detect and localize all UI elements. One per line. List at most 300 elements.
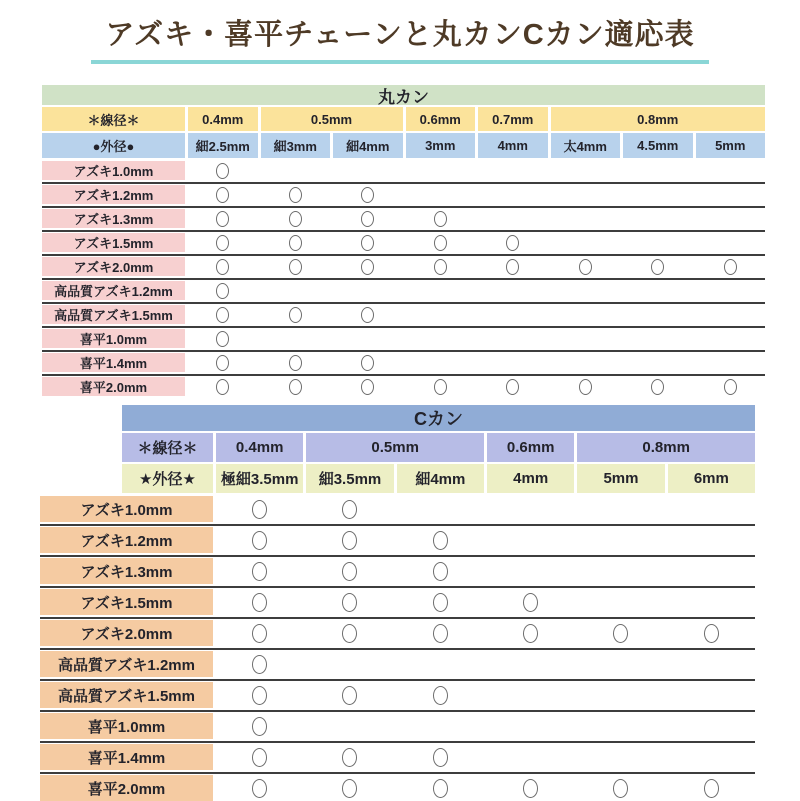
wire-diameter-value: 0.4mm (216, 433, 303, 462)
compat-cell (623, 377, 693, 396)
row-label: アズキ1.2mm (42, 185, 185, 204)
compat-circle-icon (216, 211, 229, 227)
outer-diameter-value: 5mm (577, 464, 664, 493)
compat-circle-icon (342, 779, 357, 798)
compat-cell (397, 496, 484, 522)
row-separator (40, 555, 755, 557)
compat-circle-icon (433, 748, 448, 767)
compat-cell (478, 233, 548, 252)
compat-circle-icon (289, 211, 302, 227)
compat-cell (406, 233, 476, 252)
compat-cell (623, 161, 693, 180)
compat-circle-icon (252, 624, 267, 643)
compat-circle-icon (613, 624, 628, 643)
row-label: アズキ1.3mm (42, 209, 185, 228)
compat-cell (306, 589, 393, 615)
compat-cell (478, 353, 548, 372)
compat-cell (478, 281, 548, 300)
compat-circle-icon (361, 235, 374, 251)
compat-cell (216, 589, 303, 615)
row-label: アズキ1.0mm (40, 496, 213, 522)
compat-cell (577, 558, 664, 584)
table-row (42, 353, 765, 372)
compat-cell (397, 775, 484, 801)
compat-cell (406, 185, 476, 204)
compat-cell (306, 558, 393, 584)
compat-cell (188, 209, 258, 228)
table-row (42, 161, 765, 180)
wire-diameter-value: 0.6mm (487, 433, 574, 462)
table-row (42, 329, 765, 348)
wire-diameter-value: 0.7mm (478, 107, 548, 131)
compat-circle-icon (434, 211, 447, 227)
compat-circle-icon (342, 531, 357, 550)
row-label: アズキ1.5mm (42, 233, 185, 252)
compat-cell (623, 353, 693, 372)
compat-cell (333, 281, 403, 300)
marukan-header (42, 85, 765, 158)
compat-cell (216, 775, 303, 801)
compat-cell (261, 305, 331, 324)
compat-cell (397, 682, 484, 708)
outer-diameter-value: 5mm (696, 133, 766, 158)
compat-circle-icon (289, 187, 302, 203)
compat-circle-icon (342, 500, 357, 519)
compat-circle-icon (361, 307, 374, 323)
row-separator (42, 182, 765, 184)
compat-circle-icon (252, 531, 267, 550)
outer-diameter-value: 細3.5mm (306, 464, 393, 493)
compat-cell (487, 775, 574, 801)
compat-cell (261, 233, 331, 252)
page-title: アズキ・喜平チェーンと丸カンCカン適応表 (91, 14, 708, 64)
row-label: 喜平1.4mm (42, 353, 185, 372)
compat-cell (397, 744, 484, 770)
compat-cell (333, 377, 403, 396)
compat-cell (406, 329, 476, 348)
table-row (42, 233, 765, 252)
compat-cell (577, 713, 664, 739)
compat-circle-icon (289, 379, 302, 395)
compat-cell (623, 257, 693, 276)
compat-cell (216, 744, 303, 770)
compat-circle-icon (704, 779, 719, 798)
row-label: 喜平2.0mm (42, 377, 185, 396)
wire-diameter-row (122, 433, 755, 462)
compat-cell (623, 233, 693, 252)
compat-cell (261, 353, 331, 372)
compat-cell (188, 161, 258, 180)
compat-cell (333, 185, 403, 204)
compat-cell (577, 527, 664, 553)
compat-cell (551, 329, 621, 348)
compat-cell (261, 329, 331, 348)
wire-diameter-row (42, 107, 765, 131)
compat-cell (551, 305, 621, 324)
compat-cell (188, 377, 258, 396)
outer-diameter-value: 細2.5mm (188, 133, 258, 158)
compat-cell (696, 329, 766, 348)
compat-cell (487, 620, 574, 646)
outer-diameter-value: 3mm (406, 133, 476, 158)
row-separator (42, 206, 765, 208)
compat-cell (551, 353, 621, 372)
compat-cell (216, 496, 303, 522)
row-separator (40, 524, 755, 526)
compat-circle-icon (289, 259, 302, 275)
compat-circle-icon (342, 748, 357, 767)
compat-circle-icon (216, 355, 229, 371)
compat-cell (306, 651, 393, 677)
compat-cell (623, 209, 693, 228)
row-separator (40, 586, 755, 588)
compat-cell (551, 233, 621, 252)
table-row (40, 558, 755, 584)
compat-cell (216, 620, 303, 646)
compat-cell (306, 620, 393, 646)
compat-circle-icon (361, 379, 374, 395)
outer-diameter-label: ●外径● (42, 133, 185, 158)
outer-diameter-value: 細4mm (397, 464, 484, 493)
outer-diameter-value: 細3mm (261, 133, 331, 158)
compat-cell (478, 209, 548, 228)
table-rows (42, 161, 765, 396)
compat-circle-icon (361, 187, 374, 203)
compat-cell (668, 744, 755, 770)
compat-cell (406, 353, 476, 372)
compat-circle-icon (434, 379, 447, 395)
compat-circle-icon (252, 655, 267, 674)
compat-cell (406, 281, 476, 300)
compat-cell (478, 377, 548, 396)
table-row (40, 775, 755, 801)
compat-cell (668, 527, 755, 553)
row-separator (40, 741, 755, 743)
compat-circle-icon (342, 686, 357, 705)
compat-circle-icon (216, 187, 229, 203)
compat-cell (333, 353, 403, 372)
outer-diameter-value: 極細3.5mm (216, 464, 303, 493)
compat-circle-icon (434, 259, 447, 275)
compat-cell (696, 185, 766, 204)
compat-cell (487, 496, 574, 522)
compat-cell (261, 185, 331, 204)
compat-cell (397, 651, 484, 677)
wire-diameter-value: 0.5mm (261, 107, 403, 131)
compat-cell (668, 496, 755, 522)
compat-cell (577, 744, 664, 770)
compat-cell (216, 713, 303, 739)
compat-cell (551, 377, 621, 396)
outer-diameter-value: 6mm (668, 464, 755, 493)
wire-diameter-value: 0.8mm (551, 107, 766, 131)
compat-cell (306, 527, 393, 553)
compat-cell (188, 233, 258, 252)
compat-circle-icon (216, 163, 229, 179)
row-label: 喜平2.0mm (40, 775, 213, 801)
row-label: アズキ1.3mm (40, 558, 213, 584)
table-row (40, 527, 755, 553)
compat-cell (261, 161, 331, 180)
table-row (42, 305, 765, 324)
compat-cell (623, 305, 693, 324)
compat-cell (406, 209, 476, 228)
compat-circle-icon (433, 562, 448, 581)
table-title-bar: Cカン (122, 405, 755, 431)
outer-diameter-value: 太4mm (551, 133, 621, 158)
compat-cell (696, 281, 766, 300)
compat-circle-icon (216, 379, 229, 395)
row-label: 高品質アズキ1.5mm (42, 305, 185, 324)
compat-cell (333, 161, 403, 180)
row-label: 高品質アズキ1.2mm (42, 281, 185, 300)
compat-circle-icon (506, 379, 519, 395)
table-row (42, 209, 765, 228)
compat-cell (397, 527, 484, 553)
outer-diameter-value: 4.5mm (623, 133, 693, 158)
compat-cell (577, 682, 664, 708)
compat-cell (188, 257, 258, 276)
compat-cell (668, 775, 755, 801)
table-row (40, 682, 755, 708)
row-separator (42, 302, 765, 304)
row-separator (40, 772, 755, 774)
compat-cell (551, 185, 621, 204)
compat-circle-icon (252, 500, 267, 519)
compat-circle-icon (252, 779, 267, 798)
compat-cell (487, 589, 574, 615)
table-row (42, 257, 765, 276)
compat-circle-icon (523, 624, 538, 643)
wire-diameter-value: 0.5mm (306, 433, 484, 462)
table-row (42, 281, 765, 300)
compat-cell (216, 527, 303, 553)
table-row (40, 589, 755, 615)
compat-circle-icon (506, 235, 519, 251)
compat-circle-icon (216, 283, 229, 299)
compat-circle-icon (361, 355, 374, 371)
compat-cell (551, 281, 621, 300)
compat-cell (623, 281, 693, 300)
wire-diameter-label: ＊線径＊ (122, 433, 213, 462)
wire-diameter-label: ＊線径＊ (42, 107, 185, 131)
compat-circle-icon (252, 562, 267, 581)
compat-cell (478, 185, 548, 204)
compat-circle-icon (506, 259, 519, 275)
compat-circle-icon (523, 779, 538, 798)
compat-cell (696, 233, 766, 252)
compat-circle-icon (216, 235, 229, 251)
compat-cell (668, 713, 755, 739)
row-label: 高品質アズキ1.2mm (40, 651, 213, 677)
compat-cell (306, 775, 393, 801)
compat-circle-icon (342, 624, 357, 643)
compat-cell (551, 257, 621, 276)
table-row (40, 496, 755, 522)
table-row (42, 377, 765, 396)
outer-diameter-value: 細4mm (333, 133, 403, 158)
compat-cell (397, 558, 484, 584)
compat-cell (696, 353, 766, 372)
compat-cell (696, 161, 766, 180)
row-separator (40, 617, 755, 619)
compat-cell (406, 377, 476, 396)
compat-cell (188, 329, 258, 348)
compat-cell (668, 589, 755, 615)
row-label: 喜平1.0mm (40, 713, 213, 739)
compat-cell (551, 209, 621, 228)
compat-circle-icon (433, 624, 448, 643)
compat-cell (478, 161, 548, 180)
row-label: 高品質アズキ1.5mm (40, 682, 213, 708)
outer-diameter-value: 4mm (487, 464, 574, 493)
compat-cell (577, 620, 664, 646)
outer-diameter-value: 4mm (478, 133, 548, 158)
wire-diameter-value: 0.8mm (577, 433, 755, 462)
compat-cell (306, 713, 393, 739)
row-label: アズキ2.0mm (42, 257, 185, 276)
compat-circle-icon (216, 259, 229, 275)
compat-cell (333, 209, 403, 228)
compat-cell (577, 589, 664, 615)
compat-cell (668, 620, 755, 646)
compat-cell (333, 329, 403, 348)
table-row (42, 185, 765, 204)
table-row (40, 620, 755, 646)
row-separator (42, 254, 765, 256)
compat-circle-icon (434, 235, 447, 251)
compat-cell (487, 713, 574, 739)
compat-circle-icon (289, 355, 302, 371)
compat-circle-icon (289, 235, 302, 251)
marukan-table (42, 85, 765, 396)
compat-circle-icon (433, 531, 448, 550)
compat-circle-icon (704, 624, 719, 643)
compat-cell (216, 558, 303, 584)
compat-cell (668, 558, 755, 584)
compat-circle-icon (651, 379, 664, 395)
compat-circle-icon (342, 593, 357, 612)
compat-cell (623, 185, 693, 204)
table-title-bar: 丸カン (42, 85, 765, 105)
compat-cell (487, 744, 574, 770)
row-separator (40, 648, 755, 650)
page-title-wrap (0, 14, 800, 64)
compat-circle-icon (252, 686, 267, 705)
compat-cell (478, 305, 548, 324)
outer-diameter-row (42, 133, 765, 158)
outer-diameter-row (122, 464, 755, 493)
compat-cell (478, 329, 548, 348)
compat-cell (487, 558, 574, 584)
compat-cell (478, 257, 548, 276)
compat-circle-icon (361, 211, 374, 227)
compat-cell (333, 305, 403, 324)
compat-cell (306, 744, 393, 770)
compat-circle-icon (252, 717, 267, 736)
compat-circle-icon (252, 748, 267, 767)
compat-circle-icon (613, 779, 628, 798)
compat-cell (306, 682, 393, 708)
compat-cell (397, 589, 484, 615)
row-separator (40, 710, 755, 712)
table-row (40, 744, 755, 770)
compat-cell (696, 209, 766, 228)
wire-diameter-value: 0.4mm (188, 107, 258, 131)
table-row (40, 651, 755, 677)
compat-cell (577, 775, 664, 801)
compat-cell (487, 651, 574, 677)
row-label: アズキ1.5mm (40, 589, 213, 615)
compat-cell (577, 651, 664, 677)
compat-circle-icon (724, 259, 737, 275)
ckan-header (122, 405, 755, 493)
compat-cell (623, 329, 693, 348)
compat-cell (188, 353, 258, 372)
compat-cell (188, 305, 258, 324)
row-label: アズキ1.0mm (42, 161, 185, 180)
outer-diameter-label: ★外径★ (122, 464, 213, 493)
compat-cell (216, 682, 303, 708)
table-row (40, 713, 755, 739)
row-label: アズキ1.2mm (40, 527, 213, 553)
compat-cell (696, 305, 766, 324)
compat-circle-icon (579, 379, 592, 395)
compat-cell (696, 377, 766, 396)
compat-circle-icon (433, 686, 448, 705)
row-label: アズキ2.0mm (40, 620, 213, 646)
row-label: 喜平1.4mm (40, 744, 213, 770)
row-separator (42, 326, 765, 328)
compat-circle-icon (252, 593, 267, 612)
row-separator (42, 350, 765, 352)
compat-cell (406, 161, 476, 180)
compat-circle-icon (216, 331, 229, 347)
compat-circle-icon (289, 307, 302, 323)
table-rows (40, 496, 755, 801)
compat-circle-icon (433, 593, 448, 612)
compat-cell (261, 257, 331, 276)
compat-cell (551, 161, 621, 180)
compat-circle-icon (216, 307, 229, 323)
compat-cell (261, 281, 331, 300)
compat-circle-icon (361, 259, 374, 275)
compat-cell (397, 713, 484, 739)
compat-cell (216, 651, 303, 677)
ckan-table (40, 405, 755, 801)
compat-cell (333, 257, 403, 276)
compat-circle-icon (724, 379, 737, 395)
compat-cell (306, 496, 393, 522)
compat-cell (333, 233, 403, 252)
row-separator (42, 374, 765, 376)
compat-cell (668, 651, 755, 677)
compat-cell (487, 682, 574, 708)
wire-diameter-value: 0.6mm (406, 107, 476, 131)
compat-cell (577, 496, 664, 522)
compat-cell (188, 185, 258, 204)
compat-cell (261, 377, 331, 396)
compat-cell (668, 682, 755, 708)
compat-cell (696, 257, 766, 276)
row-separator (42, 230, 765, 232)
compat-cell (406, 257, 476, 276)
compat-cell (261, 209, 331, 228)
row-label: 喜平1.0mm (42, 329, 185, 348)
compat-circle-icon (342, 562, 357, 581)
compat-circle-icon (523, 593, 538, 612)
row-separator (42, 278, 765, 280)
